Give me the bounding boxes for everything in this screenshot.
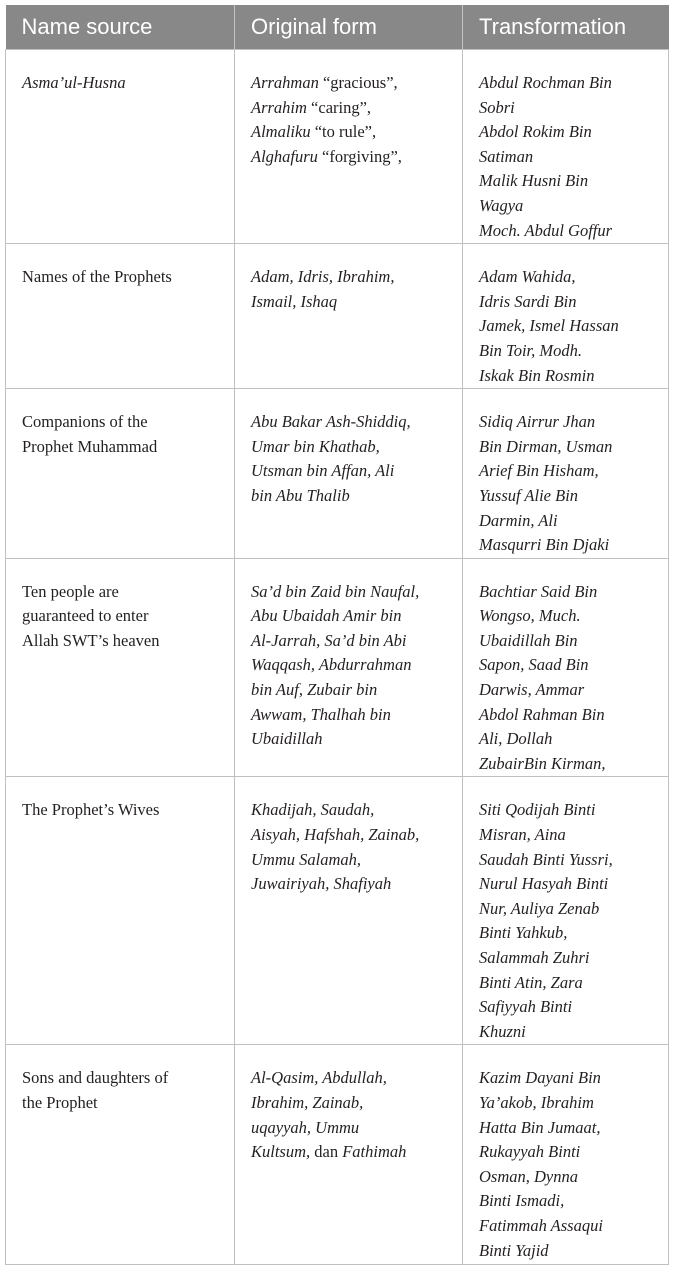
cell-name-source (6, 777, 235, 1045)
data-table (5, 5, 669, 1265)
original-segment: “caring”, (311, 97, 372, 117)
header-original-form: Original form (235, 5, 463, 50)
transformation-line: Sapon, Saad Bin (479, 655, 589, 675)
transformation-line: ZubairBin Kirman, (479, 753, 606, 773)
source-line: Allah SWT’s heaven (22, 630, 160, 650)
original-segment: Abu Bakar Ash-Shiddiq, (251, 412, 411, 432)
cell-name-source (6, 558, 235, 777)
transformation-line: Darmin, Ali (479, 510, 558, 530)
original-line (251, 459, 452, 484)
cell-original-form (235, 777, 463, 1045)
transformation-line: Osman, Dynna (479, 1166, 578, 1186)
original-line (251, 410, 452, 435)
transformation-line: Bin Toir, Modh. (479, 340, 582, 360)
original-segment: Ubaidillah (251, 729, 323, 749)
header-name-source: Name source (6, 5, 235, 50)
transformation-line: Sidiq Airrur Jhan (479, 412, 596, 432)
original-line (251, 435, 452, 460)
original-line (251, 71, 452, 96)
transformation-line: Salammah Zuhri (479, 948, 590, 967)
original-segment: Waqqash, Abdurrahman (251, 655, 412, 675)
transformation-line: Binti Ismadi, (479, 1191, 565, 1211)
original-segment: “to rule”, (314, 122, 377, 142)
original-line (251, 1140, 452, 1165)
transformation-line: Bachtiar Said Bin (479, 581, 598, 601)
cell-original-form (235, 1045, 463, 1265)
transformation-line: Ya’akob, Ibrahim (479, 1092, 594, 1112)
original-line (251, 848, 452, 873)
transformation-line: Iskak Bin Rosmin (479, 365, 595, 385)
original-segment: uqayyah, Ummu (251, 1117, 360, 1137)
cell-original-form (235, 389, 463, 559)
cell-name-source (6, 1045, 235, 1265)
source-line: Prophet Muhammad (22, 436, 158, 456)
transformation-line: Binti Atin, Zara (479, 972, 583, 992)
original-line (251, 145, 452, 170)
transformation-line: Saudah Binti Yussri, (479, 849, 613, 869)
source-line: the Prophet (22, 1092, 98, 1112)
original-segment: Ibrahim, Zainab, (251, 1092, 364, 1112)
original-line (251, 580, 452, 605)
original-segment: Al-Qasim, Abdullah, (251, 1068, 387, 1088)
table-row (6, 558, 669, 777)
original-segment: Juwairiyah, Shafiyah (251, 874, 392, 894)
source-line: Asma’ul-Husna (22, 73, 126, 92)
source-line: Ten people are (22, 581, 119, 601)
transformation-line: Hatta Bin Jumaat, (479, 1117, 601, 1137)
transformation-line: Nur, Auliya Zenab (479, 898, 600, 918)
cell-transformation (463, 558, 669, 777)
header-transformation: Transformation (463, 5, 669, 50)
cell-transformation (463, 777, 669, 1045)
cell-original-form (235, 50, 463, 244)
transformation-line: Binti Yahkub, (479, 923, 568, 943)
transformation-line: Adam Wahida, (479, 267, 576, 287)
transformation-line: Wagya (479, 195, 524, 215)
original-segment: Awwam, Thalhah bin (251, 704, 391, 724)
original-line (251, 1116, 452, 1141)
cell-name-source (6, 389, 235, 559)
transformation-line: Idris Sardi Bin (479, 291, 577, 311)
original-line (251, 120, 452, 145)
cell-original-form (235, 244, 463, 389)
transformation-line: Yussuf Alie Bin (479, 485, 579, 505)
transformation-line: Malik Husni Bin (479, 171, 589, 191)
original-segment: Arrahim (251, 97, 312, 117)
source-line: guaranteed to enter (22, 606, 149, 626)
original-line (251, 703, 452, 728)
original-segment: Khadijah, Saudah, (251, 800, 375, 820)
original-line (251, 872, 452, 897)
table-row (6, 777, 669, 1045)
transformation-line: Safiyyah Binti (479, 997, 573, 1017)
transformation-line: Khuzni (479, 1021, 526, 1041)
transformation-line: Abdul Rochman Bin (479, 73, 612, 92)
original-segment: Ummu Salamah, (251, 849, 361, 869)
original-segment: Utsman bin Affan, Ali (251, 461, 395, 481)
table-row (6, 1045, 669, 1265)
transformation-line: Nurul Hasyah Binti (479, 874, 609, 894)
transformation-line: Abdol Rahman Bin (479, 704, 605, 724)
original-line (251, 823, 452, 848)
transformation-line: Arief Bin Hisham, (479, 461, 599, 481)
transformation-line: Binti Yajid (479, 1240, 549, 1260)
original-segment: Ismail, Ishaq (251, 291, 338, 311)
cell-transformation (463, 50, 669, 244)
source-line: Names of the Prophets (22, 267, 172, 287)
original-segment: Umar bin Khathab, (251, 436, 380, 456)
original-segment: bin Abu Thalib (251, 485, 350, 505)
transformation-line: Abdol Rokim Bin (479, 122, 592, 142)
transformation-line: Sobri (479, 97, 515, 117)
transformation-line: Misran, Aina (479, 825, 566, 845)
original-segment: Fathimah (342, 1142, 407, 1162)
original-segment: Sa’d bin Zaid bin Naufal, (251, 581, 420, 601)
cell-transformation (463, 1045, 669, 1265)
original-segment: Arrahman (251, 73, 323, 92)
transformation-line: Satiman (479, 146, 534, 166)
original-line (251, 1066, 452, 1091)
table-row (6, 244, 669, 389)
transformation-line: Bin Dirman, Usman (479, 436, 613, 456)
original-line (251, 1091, 452, 1116)
transformation-line: Moch. Abdul Goffur (479, 220, 613, 240)
original-segment: Abu Ubaidah Amir bin (251, 606, 402, 626)
original-line (251, 727, 452, 752)
transformation-line: Ali, Dollah (479, 729, 553, 749)
original-segment: Kultsum, (251, 1142, 315, 1162)
original-segment: Almaliku (251, 122, 315, 142)
original-line (251, 629, 452, 654)
transformation-line: Masqurri Bin Djaki (479, 535, 610, 555)
table-row (6, 50, 669, 244)
transformation-line: Wongso, Much. (479, 606, 581, 626)
original-line (251, 798, 452, 823)
table-row (6, 389, 669, 559)
table-body (6, 50, 669, 1265)
original-line (251, 484, 452, 509)
transformation-line: Darwis, Ammar (479, 680, 585, 700)
transformation-line: Rukayyah Binti (479, 1142, 581, 1162)
original-segment: Aisyah, Hafshah, Zainab, (251, 825, 420, 845)
original-segment: “forgiving”, (322, 146, 402, 166)
original-line (251, 653, 452, 678)
table-header (6, 5, 669, 50)
original-segment: Alghafuru (251, 146, 323, 166)
original-segment: Adam, Idris, Ibrahim, (251, 267, 395, 287)
original-segment: “gracious”, (322, 73, 398, 92)
original-line (251, 96, 452, 121)
original-line (251, 290, 452, 315)
header-row (6, 5, 669, 50)
name-transformation-table (5, 5, 668, 1265)
transformation-line: Kazim Dayani Bin (479, 1068, 601, 1088)
original-line (251, 604, 452, 629)
cell-transformation (463, 244, 669, 389)
original-segment: dan (314, 1142, 343, 1162)
source-line: Companions of the (22, 412, 148, 432)
cell-transformation (463, 389, 669, 559)
original-line (251, 678, 452, 703)
transformation-line: Siti Qodijah Binti (479, 800, 596, 820)
original-segment: Al-Jarrah, Sa’d bin Abi (251, 630, 407, 650)
cell-name-source (6, 244, 235, 389)
transformation-line: Ubaidillah Bin (479, 630, 578, 650)
original-segment: bin Auf, Zubair bin (251, 680, 378, 700)
source-line: The Prophet’s Wives (22, 800, 160, 820)
cell-original-form (235, 558, 463, 777)
source-line: Sons and daughters of (22, 1068, 169, 1088)
cell-name-source (6, 50, 235, 244)
transformation-line: Jamek, Ismel Hassan (479, 316, 619, 336)
transformation-line: Fatimmah Assaqui (479, 1215, 603, 1235)
original-line (251, 265, 452, 290)
